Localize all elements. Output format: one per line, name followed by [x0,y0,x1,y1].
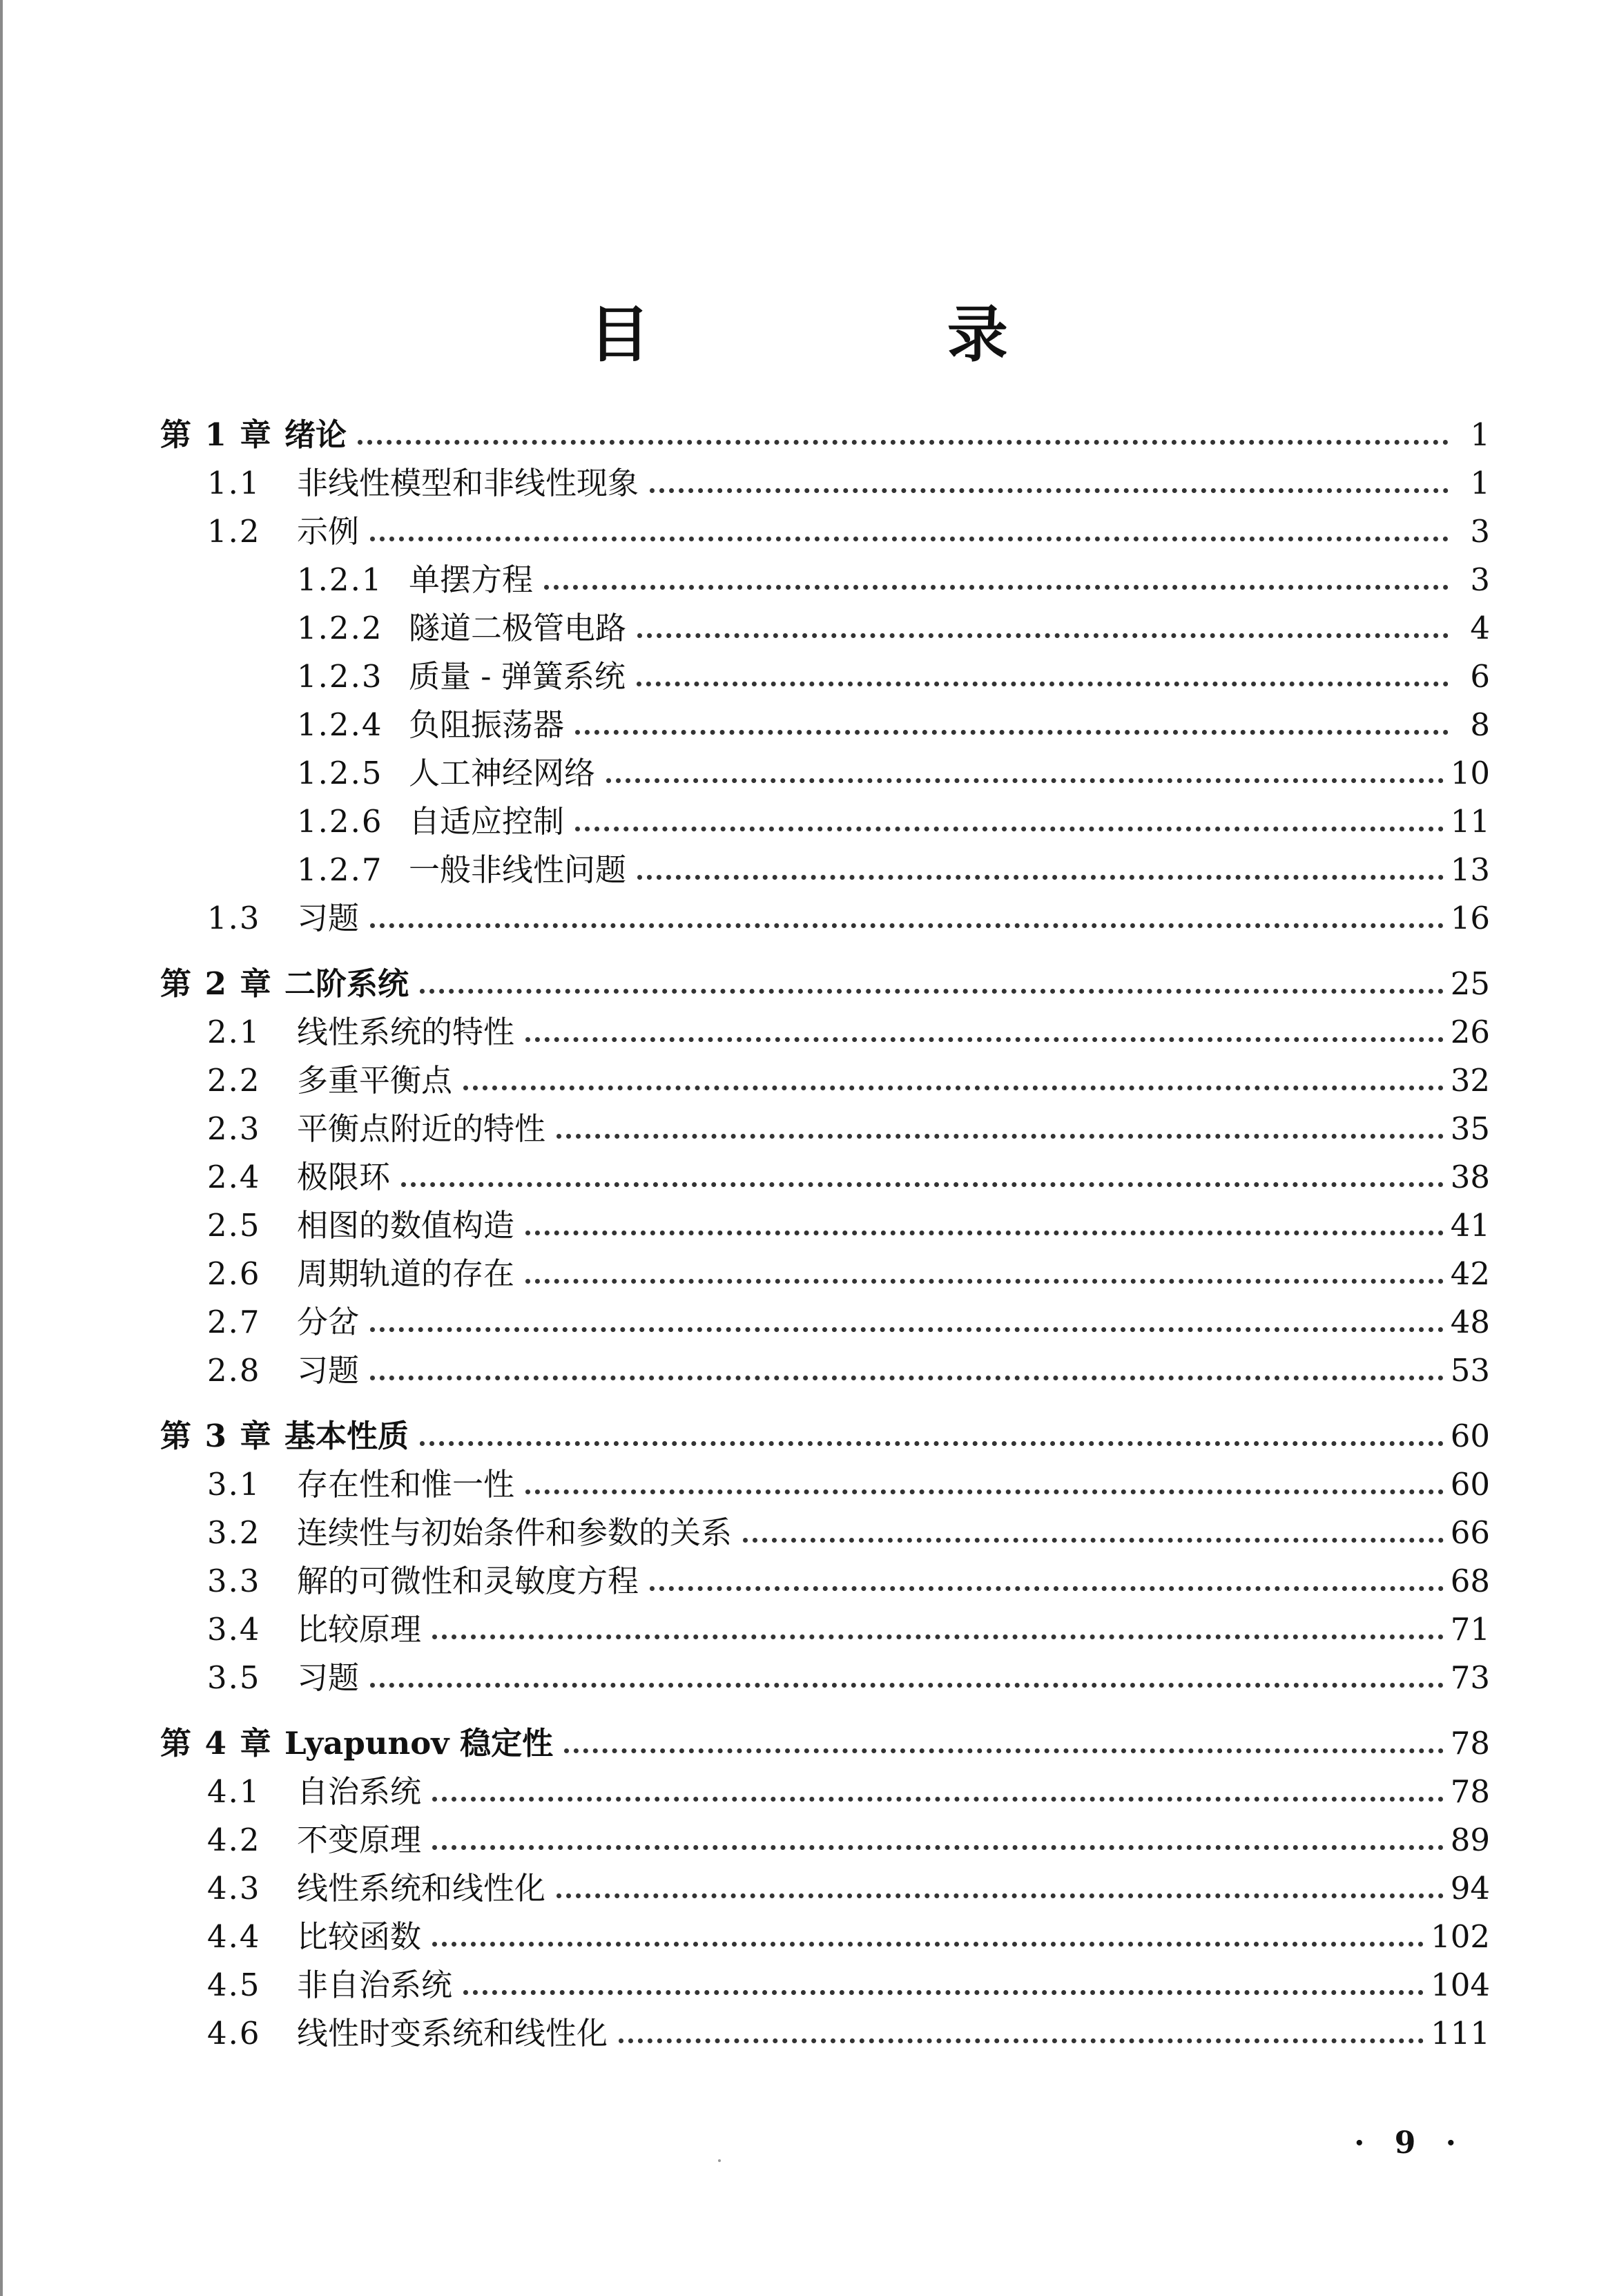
page-reference: 25 [1450,965,1490,1002]
section-number: 2.5 [207,1207,261,1244]
toc-entry[interactable] [207,1657,1490,1699]
dot-leader [420,989,1444,994]
section-number: 3.1 [207,1466,261,1503]
scan-speck [718,2159,721,2162]
toc-entry[interactable] [297,608,1490,649]
toc-entry[interactable] [207,1771,1490,1813]
section-title: 习题 [297,900,360,936]
dot-leader [525,1489,1444,1494]
section-number: 2.3 [207,1110,261,1147]
toc-entry[interactable] [207,1253,1490,1295]
page-reference: 94 [1450,1870,1490,1907]
page-reference: 53 [1450,1352,1490,1389]
section-number: 1.2.3 [297,658,383,695]
page-reference: 66 [1450,1514,1490,1551]
section-title: 单摆方程 [409,561,534,598]
dot-leader [370,923,1444,928]
toc-entry[interactable] [297,801,1490,842]
section-title: 示例 [297,513,360,550]
chapter-number: 第 4 章 [160,1725,273,1762]
section-number: 1.2.5 [297,755,383,791]
chapter-number: 第 1 章 [160,416,273,453]
dot-leader [564,1748,1444,1753]
chapter-number: 第 3 章 [160,1418,273,1454]
toc-entry[interactable] [160,963,1490,1005]
dot-leader [370,537,1449,541]
dot-leader [637,633,1449,638]
chapter-title: 基本性质 [284,1418,409,1454]
toc-entry[interactable] [160,414,1490,456]
page-reference: 35 [1450,1110,1490,1147]
dot-leader [401,1182,1444,1187]
section-number: 3.4 [207,1611,261,1648]
page-reference: 3 [1470,513,1490,550]
toc-entry[interactable] [160,1416,1490,1457]
section-title: 比较函数 [297,1918,422,1955]
page-reference: 10 [1450,755,1490,791]
page-reference: 16 [1450,900,1490,936]
dot-leader [463,1086,1444,1090]
toc-entry[interactable] [207,898,1490,939]
section-title: 多重平衡点 [297,1062,453,1099]
section-title: 比较原理 [297,1611,422,1648]
toc-entry[interactable] [207,1060,1490,1101]
section-title: 连续性与初始条件和参数的关系 [297,1514,733,1551]
section-title: 隧道二极管电路 [409,610,627,646]
toc-entry[interactable] [207,1012,1490,1053]
section-title: 不变原理 [297,1822,422,1858]
dot-leader [432,1845,1444,1850]
section-number: 2.2 [207,1062,261,1099]
dot-leader [432,1797,1444,1802]
dot-leader [650,1586,1444,1591]
section-title: 人工神经网络 [409,755,596,791]
dot-leader [525,1279,1444,1284]
dot-leader [525,1231,1444,1235]
section-number: 2.8 [207,1352,261,1389]
dot-leader [432,1634,1444,1639]
section-title: 相图的数值构造 [297,1207,515,1244]
section-title: 习题 [297,1659,360,1696]
page-number-footer: · 9 · [1354,2125,1466,2161]
toc-entry[interactable] [207,1464,1490,1505]
toc-entry[interactable] [297,704,1490,746]
section-title: 自适应控制 [409,803,565,840]
section-title: 极限环 [297,1159,391,1195]
toc-entry[interactable] [207,1916,1490,1958]
section-number: 4.6 [207,2015,261,2052]
toc-entry[interactable] [207,511,1490,552]
dot-leader [575,827,1444,831]
page-reference: 6 [1470,658,1490,695]
page-reference: 38 [1450,1159,1490,1195]
page-reference: 41 [1450,1207,1490,1244]
toc-entry[interactable] [297,656,1490,697]
dot-leader [743,1538,1444,1543]
chapter-number: 第 2 章 [160,965,273,1002]
toc-entry[interactable] [207,1965,1490,2006]
page-reference: 3 [1470,561,1490,598]
page-reference: 60 [1450,1418,1490,1454]
dot-leader [370,1376,1444,1380]
section-number: 4.1 [207,1773,261,1810]
toc-entry[interactable] [207,1820,1490,1861]
toc-entry[interactable] [207,1350,1490,1391]
toc-entry[interactable] [160,1723,1490,1764]
toc-entry[interactable] [207,1512,1490,1554]
chapter-title: 二阶系统 [284,965,409,1002]
section-title: 自治系统 [297,1773,422,1810]
page-reference: 102 [1431,1918,1490,1955]
page-reference: 8 [1470,706,1490,743]
section-number: 1.2.4 [297,706,383,743]
page-reference: 48 [1450,1304,1490,1340]
page-reference: 1 [1470,465,1490,501]
section-title: 解的可微性和灵敏度方程 [297,1563,639,1599]
toc-entry[interactable] [207,1157,1490,1198]
dot-leader [370,1327,1444,1332]
chapter-title: 绪论 [284,416,347,453]
section-number: 2.6 [207,1255,261,1292]
section-title: 负阻振荡器 [409,706,565,743]
dot-leader [432,1942,1424,1947]
section-number: 3.3 [207,1563,261,1599]
section-number: 1.1 [207,465,261,501]
section-title: 非自治系统 [297,1967,453,2003]
section-title: 平衡点附近的特性 [297,1110,546,1147]
toc-entry[interactable] [207,1609,1490,1650]
dot-leader [575,730,1449,735]
toc-entry[interactable] [207,1868,1490,1909]
section-title: 线性系统和线性化 [297,1870,546,1907]
chapter-title: Lyapunov 稳定性 [284,1725,554,1762]
page-reference: 42 [1450,1255,1490,1292]
toc-entry[interactable] [207,1561,1490,1602]
page-reference: 68 [1450,1563,1490,1599]
page-reference: 89 [1450,1822,1490,1858]
section-number: 1.2.2 [297,610,383,646]
page-reference: 32 [1450,1062,1490,1099]
toc-entry[interactable] [297,753,1490,794]
page-reference: 71 [1450,1611,1490,1648]
section-number: 3.5 [207,1659,261,1696]
page-reference: 111 [1431,2015,1490,2052]
section-title: 质量 - 弹簧系统 [409,658,626,695]
section-number: 1.2 [207,513,261,550]
dot-leader [619,2038,1424,2043]
page-reference: 78 [1450,1773,1490,1810]
dot-leader [650,488,1449,493]
page-reference: 73 [1450,1659,1490,1696]
toc-entry[interactable] [207,463,1490,504]
section-number: 2.1 [207,1014,261,1050]
dot-leader [637,875,1444,880]
section-title: 线性系统的特性 [297,1014,515,1050]
section-number: 2.4 [207,1159,261,1195]
toc-entry[interactable] [207,1108,1490,1150]
dot-leader [637,682,1449,686]
section-title: 分岔 [297,1304,360,1340]
page-reference: 4 [1470,610,1490,646]
section-number: 1.3 [207,900,261,936]
page-reference: 1 [1470,416,1490,453]
toc-entry[interactable] [207,1302,1490,1343]
section-number: 1.2.7 [297,851,383,888]
toc-entry[interactable] [207,1205,1490,1246]
section-number: 3.2 [207,1514,261,1551]
dot-leader [420,1441,1444,1446]
dot-leader [463,1990,1424,1995]
toc-entry[interactable] [297,849,1490,891]
section-number: 2.7 [207,1304,261,1340]
section-number: 4.3 [207,1870,261,1907]
dot-leader [525,1037,1444,1042]
page-reference: 26 [1450,1014,1490,1050]
section-title: 周期轨道的存在 [297,1255,515,1292]
page-title: 目 录 [589,298,1146,370]
dot-leader [358,440,1449,445]
dot-leader [544,585,1449,590]
section-number: 4.2 [207,1822,261,1858]
section-title: 习题 [297,1352,360,1389]
section-title: 线性时变系统和线性化 [297,2015,608,2052]
dot-leader [606,778,1444,783]
page-reference: 11 [1450,803,1490,840]
dot-leader [556,1134,1444,1139]
section-title: 一般非线性问题 [409,851,627,888]
page-reference: 60 [1450,1466,1490,1503]
section-title: 非线性模型和非线性现象 [297,465,639,501]
toc-entry[interactable] [207,2013,1490,2054]
page-reference: 13 [1450,851,1490,888]
section-number: 4.4 [207,1918,261,1955]
dot-leader [370,1683,1444,1688]
page-reference: 78 [1450,1725,1490,1762]
toc-entry[interactable] [297,559,1490,601]
section-title: 存在性和惟一性 [297,1466,515,1503]
section-number: 1.2.1 [297,561,383,598]
section-number: 1.2.6 [297,803,383,840]
dot-leader [556,1893,1444,1898]
page-reference: 104 [1431,1967,1490,2003]
section-number: 4.5 [207,1967,261,2003]
